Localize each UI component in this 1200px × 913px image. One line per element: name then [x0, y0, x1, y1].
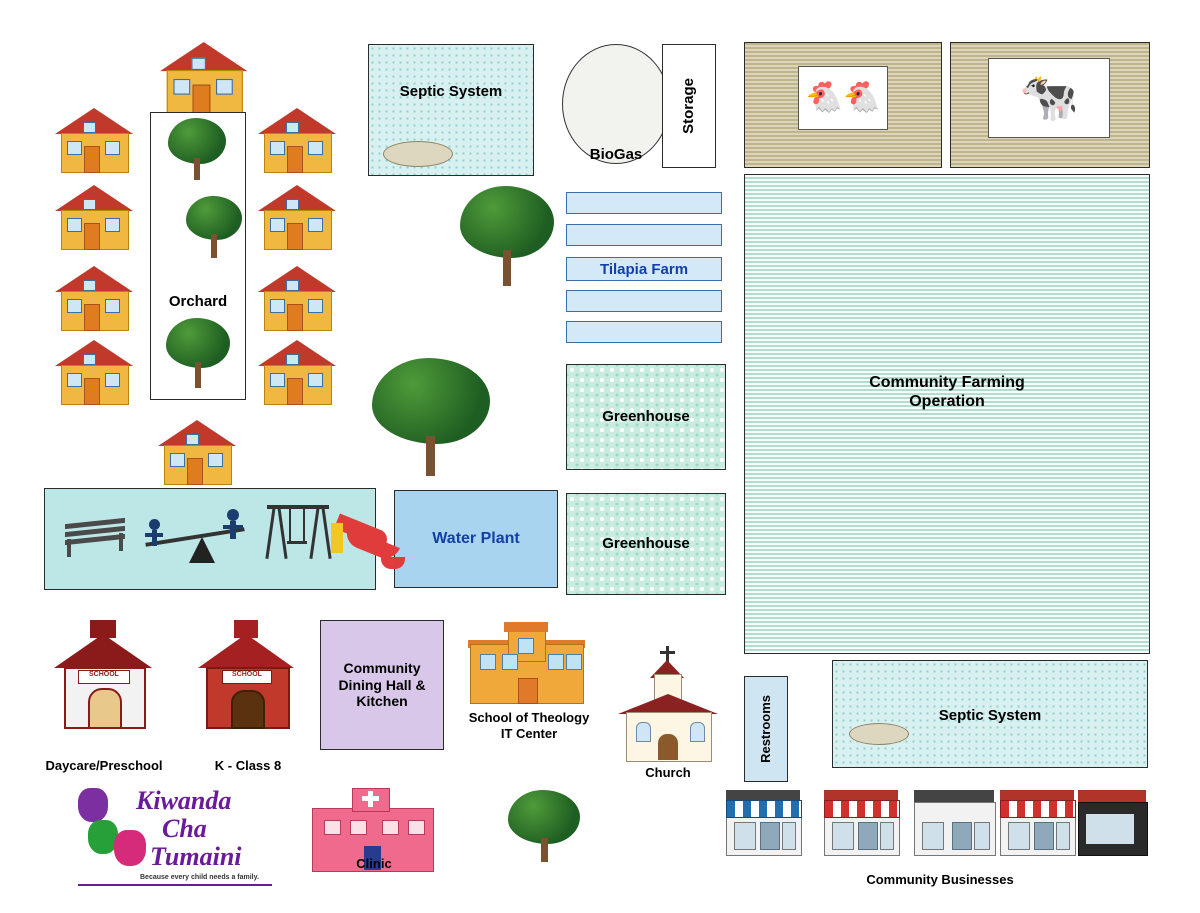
dining-label-line2: Dining Hall & [338, 676, 426, 693]
logo-tagline: Because every child needs a family. [140, 874, 259, 881]
zone-septic-bottom-label: Septic System [938, 707, 1042, 724]
tilapia-strip[interactable] [566, 290, 722, 312]
caption-theology-line2: IT Center [500, 726, 558, 742]
logo-line3: Tumaini [150, 842, 242, 871]
k-class8-building[interactable] [198, 620, 296, 730]
business-icon [1000, 784, 1074, 862]
business-icon [914, 784, 994, 862]
zone-greenhouse-1-label: Greenhouse [602, 408, 690, 425]
swing-set-icon [267, 501, 329, 563]
zone-water-plant-label: Water Plant [432, 530, 520, 548]
daycare-building[interactable] [54, 620, 152, 730]
zone-water-plant[interactable] [394, 490, 558, 588]
caption-k-class8: K - Class 8 [214, 758, 282, 773]
seesaw-icon [141, 509, 249, 569]
caption-theology [452, 710, 606, 743]
tree-icon [168, 118, 226, 180]
caption-church: Church [645, 765, 691, 780]
caption-businesses: Community Businesses [866, 872, 1014, 887]
caption-clinic: Clinic [356, 856, 392, 871]
zone-septic-top-label: Septic System [399, 83, 503, 100]
organization-logo [74, 786, 284, 892]
zone-farming-label-line2: Operation [909, 393, 985, 411]
zone-restrooms[interactable] [744, 676, 788, 782]
septic-lid-icon [849, 723, 909, 745]
dining-label-line1: Community [343, 659, 421, 676]
church-building[interactable] [608, 660, 728, 764]
zone-biogas-label: BioGas [589, 146, 643, 163]
tree-icon [372, 358, 490, 476]
tree-icon [508, 790, 580, 862]
zone-orchard-label: Orchard [168, 293, 228, 310]
caption-theology-line1: School of Theology [468, 710, 590, 725]
handprint-icon [114, 830, 146, 866]
business-icon [824, 784, 898, 862]
bench-icon [61, 503, 127, 557]
tree-icon [166, 318, 230, 388]
zone-tilapia-farm[interactable] [566, 257, 722, 281]
tilapia-strip[interactable] [566, 321, 722, 343]
caption-daycare: Daycare/Preschool [45, 758, 163, 773]
business-icon [726, 784, 800, 862]
theology-building[interactable] [470, 622, 586, 706]
zone-septic-bottom[interactable] [832, 660, 1148, 768]
logo-rule [78, 884, 272, 886]
zone-dining-hall[interactable] [320, 620, 444, 750]
handprint-icon [78, 788, 108, 822]
zone-greenhouse-1[interactable] [566, 364, 726, 470]
tree-icon [186, 196, 242, 258]
business-icon [1078, 784, 1146, 862]
dining-label-line3: Kitchen [356, 693, 408, 710]
cow-photo: 🐄 [988, 58, 1110, 138]
zone-tilapia-label: Tilapia Farm [599, 260, 689, 278]
zone-storage-label: Storage [680, 78, 697, 134]
zone-storage[interactable] [662, 44, 716, 168]
zone-septic-top[interactable] [368, 44, 534, 176]
tilapia-strip[interactable] [566, 192, 722, 214]
zone-community-farming[interactable] [744, 174, 1150, 654]
slide-icon [329, 517, 407, 579]
zone-playground[interactable] [44, 488, 376, 590]
zone-farming-label-line1: Community Farming [869, 374, 1025, 391]
daycare-sign: SCHOOL [78, 670, 130, 684]
tilapia-strip[interactable] [566, 224, 722, 246]
zone-greenhouse-2[interactable] [566, 493, 726, 595]
chickens-photo: 🐔🐔 [798, 66, 888, 130]
zone-restrooms-label: Restrooms [758, 695, 774, 763]
septic-lid-icon [383, 141, 453, 167]
logo-line1: Kiwanda [136, 786, 232, 815]
zone-greenhouse-2-label: Greenhouse [602, 535, 690, 552]
logo-line2: Cha [162, 814, 207, 843]
tree-icon [460, 186, 554, 286]
school-sign: SCHOOL [222, 670, 272, 684]
